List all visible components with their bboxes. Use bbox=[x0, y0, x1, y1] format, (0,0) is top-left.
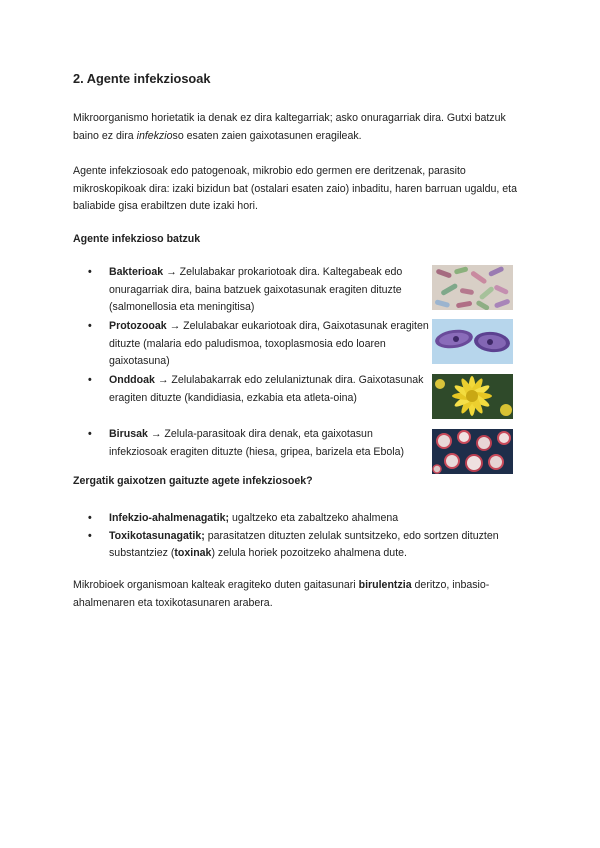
closing-paragraph bbox=[73, 577, 533, 612]
list-item bbox=[73, 426, 431, 466]
intro2-text: Agente infekziosoak edo patogenoak, mikrobio edo germen ere deritzenak, parasito mikroskopikoak dira: izaki bizidun bat (ostalari esaten zaio) inbaditu, haren barruan ugaldu, eta baliabide gisa erabiltzen dute izaki hori. bbox=[73, 165, 518, 213]
toxins-term: toxinak bbox=[174, 547, 212, 560]
reason-desc: parasitatzen dituzten zelulak suntsitzeko, edo sortzen dituzten substantziez ( bbox=[109, 529, 499, 560]
reason-desc: ugaltzeko eta zabaltzeko ahalmena bbox=[229, 512, 399, 524]
bacteria-image bbox=[432, 265, 513, 310]
why-heading: Zergatik gaixotzen gaituzte agete infekziosoek? bbox=[73, 475, 313, 487]
agents-heading: Agente infekzioso batzuk bbox=[73, 233, 201, 245]
agents-list bbox=[73, 264, 431, 466]
protozoa-image bbox=[432, 319, 513, 364]
bullet: • bbox=[88, 512, 92, 524]
list-item bbox=[73, 528, 557, 563]
agent-desc: Zelula-parasitoak dira denak, eta gaixotasun infekziosoak eragiten dituzte (hiesa, gripea, barizela eta Ebola) bbox=[109, 428, 405, 458]
agent-name: Bakterioak bbox=[109, 266, 164, 278]
virus-image bbox=[432, 429, 513, 474]
arrow: → bbox=[154, 374, 172, 386]
closing-text-a: Mikrobioek organismoan kalteak eragiteko duten gaitasunari bbox=[73, 579, 359, 591]
intro-paragraph-1 bbox=[73, 110, 533, 145]
closing-text-b: deritzo, inbasio-ahalmenaren eta toxikotasunaren arabera. bbox=[73, 579, 490, 609]
section-title: 2. Agente infekziosoak bbox=[73, 71, 211, 86]
bullet: • bbox=[88, 374, 92, 386]
arrow: → bbox=[147, 428, 165, 440]
intro-paragraph-2 bbox=[73, 163, 533, 216]
reason-desc-end: ) zelula horiek pozoitzeko ahalmena dute. bbox=[211, 547, 407, 560]
agent-name: Birusak bbox=[109, 428, 148, 440]
agent-desc: Zelulabakar eukariotoak dira, Gaixotasunak eragiten dituzte (malaria edo paludismoa, toxoplasmosia edo loaren gaixotasuna) bbox=[109, 320, 429, 368]
virulence-term: birulentzia bbox=[358, 579, 412, 591]
bullet: • bbox=[88, 529, 92, 542]
intro1-emphasis: infekzio bbox=[136, 129, 173, 142]
arrow: → bbox=[163, 266, 180, 278]
list-item bbox=[73, 510, 557, 528]
agent-name: Onddoak bbox=[109, 374, 155, 386]
agent-name: Protozooak bbox=[109, 320, 167, 332]
agent-desc: Zelulabakarrak edo zelulaniztunak dira. Gaixotasunak eragiten dituzte (kandidiasia, ezkabia eta atleta-oina) bbox=[109, 374, 424, 404]
list-item bbox=[73, 318, 431, 372]
bullet: • bbox=[88, 320, 92, 332]
arrow: → bbox=[166, 320, 184, 332]
bullet: • bbox=[88, 266, 92, 278]
list-item bbox=[73, 372, 431, 426]
intro1-text-a: Mikroorganismo horietatik ia denak ez dira kaltegarriak; asko onuragarriak dira. Gutxi batzuk baino ez dira bbox=[73, 112, 506, 142]
reason-name: Toxikotasunagatik; bbox=[109, 529, 205, 542]
bullet: • bbox=[88, 428, 92, 440]
reason-name: Infekzio-ahalmenagatik; bbox=[109, 512, 230, 524]
intro1-text-b: so esaten zaien gaixotasunen eragileak. bbox=[172, 129, 362, 142]
fungi-image bbox=[432, 374, 513, 419]
list-item bbox=[73, 264, 431, 318]
reasons-list bbox=[73, 510, 557, 563]
agent-desc: Zelulabakar prokariotoak dira. Kaltegabeak edo onuragarriak dira, baina batzuek gaixotasunak eragiten dituzte (salmonellosia eta meningitisa) bbox=[109, 266, 403, 314]
